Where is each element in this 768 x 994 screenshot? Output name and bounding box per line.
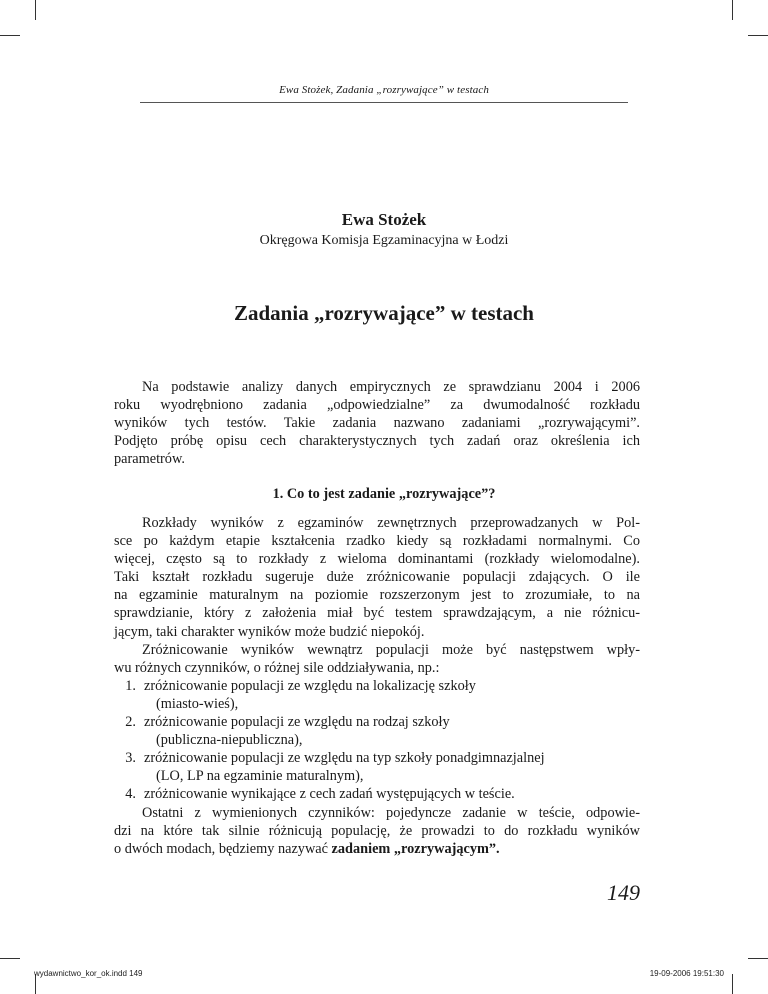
abstract-line: roku wyodrębniono zadania „odpowiedzialne” za dwumodalność rozkładu: [114, 397, 640, 413]
paragraph-line: sce po każdym etapie kształcenia rzadko kiedy są rozkładami normalnymi. Co: [114, 533, 640, 550]
crop-mark: [0, 958, 20, 959]
section-heading: 1. Co to jest zadanie „rozrywające”?: [272, 486, 496, 502]
paragraph-line: [114, 840, 640, 858]
header-rule: [140, 102, 628, 103]
factor-list: [114, 677, 640, 804]
footer-file-info: wydawnictwo_kor_ok.indd 149: [34, 969, 143, 978]
paragraph-line: jącym, taki charakter wyników może budzić niepokój.: [114, 623, 425, 640]
list-item: [114, 749, 640, 767]
crop-mark: [748, 35, 768, 36]
author-name: Ewa Stożek: [341, 210, 427, 229]
list-number: 2.: [125, 714, 136, 731]
list-text: zróżnicowanie wynikające z cech zadań występujących w teście.: [144, 786, 515, 803]
footer-datetime: 19-09-2006 19:51:30: [649, 969, 724, 978]
list-number: 4.: [125, 786, 136, 803]
running-header: Ewa Stożek, Zadania „rozrywające” w testach: [279, 84, 489, 96]
paragraph-line: Zróżnicowanie wyników wewnątrz populacji może być następstwem wpły-: [142, 641, 640, 658]
list-number: 1.: [125, 677, 136, 694]
paragraph-line: na egzaminie maturalnym na poziomie rozszerzonym jest to zrozumiałe, to na: [114, 587, 640, 604]
defined-term: zadaniem „rozrywającym”.: [331, 840, 500, 857]
list-item-continuation: (LO, LP na egzaminie maturalnym),: [156, 768, 364, 785]
paragraph-text: o dwóch modach, będziemy nazywać: [114, 840, 332, 857]
abstract-line: parametrów.: [114, 451, 185, 467]
list-text: zróżnicowanie populacji ze względu na lokalizację szkoły: [144, 677, 476, 694]
paragraph-line: więcej, często są to rozkłady z wieloma dominantami (rozkłady wielomodalne).: [114, 551, 640, 568]
abstract: [114, 378, 640, 468]
crop-mark: [732, 0, 733, 20]
paragraph-line: wu różnych czynników, o różnej sile oddziaływania, np.:: [114, 659, 440, 676]
crop-mark: [35, 0, 36, 20]
paragraph-line: sprawdzianie, który z założenia miał być testem sprawdzającym, a nie różnicu-: [114, 605, 640, 622]
list-item-continuation: (publiczna-niepubliczna),: [156, 732, 303, 749]
list-item: [114, 677, 640, 695]
abstract-line: Na podstawie analizy danych empirycznych ze sprawdzianu 2004 i 2006: [142, 379, 640, 395]
crop-mark: [0, 35, 20, 36]
author-affiliation: Okręgowa Komisja Egzaminacyjna w Łodzi: [259, 233, 509, 248]
abstract-line: Podjęto próbę opisu cech charakterystycznych tych zadań oraz określenia ich: [114, 433, 640, 449]
page-number: 149: [607, 880, 640, 905]
list-item: [114, 785, 640, 803]
abstract-line: wyników tych testów. Takie zadania nazwano zadaniami „rozrywającymi”.: [114, 415, 640, 431]
paragraph-line: dzi na które tak silnie różnicują populację, że prowadzi to do rozkładu wyników: [114, 822, 640, 839]
list-number: 3.: [125, 750, 136, 767]
list-text: zróżnicowanie populacji ze względu na rodzaj szkoły: [144, 714, 450, 731]
body-text: [114, 514, 640, 858]
paragraph-line: Taki kształt rozkładu sugeruje duże zróżnicowanie populacji zdających. O ile: [114, 569, 640, 586]
list-item: [114, 713, 640, 731]
crop-mark: [732, 974, 733, 994]
list-item-continuation: (miasto-wieś),: [156, 695, 239, 712]
article-title: Zadania „rozrywające” w testach: [234, 301, 534, 325]
list-text: zróżnicowanie populacji ze względu na typ szkoły ponadgimnazjalnej: [144, 750, 545, 767]
crop-mark: [748, 958, 768, 959]
paragraph-line: Ostatni z wymienionych czynników: pojedyncze zadanie w teście, odpowie-: [142, 804, 640, 821]
paragraph-line: Rozkłady wyników z egzaminów zewnętrznych przeprowadzanych w Pol-: [142, 515, 640, 531]
